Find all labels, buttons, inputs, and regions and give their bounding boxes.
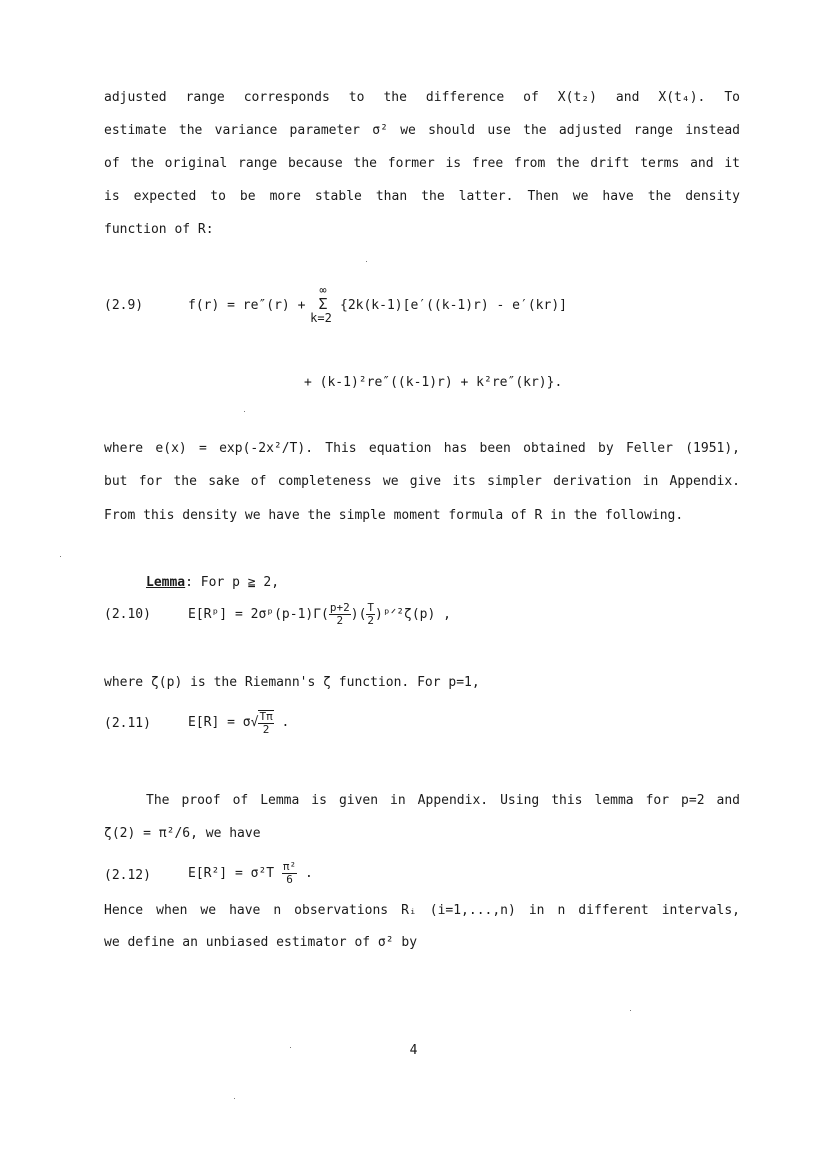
paragraph-4-line-2: we define an unbiased estimator of σ² by bbox=[104, 935, 418, 950]
paragraph-3-line-2: ζ(2) = π²/6, we have bbox=[104, 826, 261, 841]
fraction-1-numerator: p+2 bbox=[329, 601, 350, 615]
scan-speck bbox=[290, 1047, 291, 1048]
sqrt-fraction-numerator: Tπ bbox=[259, 709, 273, 723]
equation-2-10-rhs: )ᵖᐟ²ζ(p) , bbox=[375, 607, 451, 622]
summation-upper-limit: ∞ bbox=[319, 283, 327, 297]
equation-2-10 bbox=[188, 600, 451, 630]
paragraph-1-line-5: function of R: bbox=[104, 222, 214, 237]
equation-2-10-fraction-2 bbox=[366, 602, 375, 626]
page-number: 4 bbox=[409, 1043, 418, 1058]
equation-2-11-label: (2.11) bbox=[104, 716, 151, 731]
fraction-numerator: π² bbox=[282, 860, 297, 874]
equation-2-12-lhs: E[R²] = σ²T bbox=[188, 866, 275, 881]
scan-speck bbox=[60, 556, 61, 557]
paragraph-2-line-1: where e(x) = exp(-2x²/T). This equation has been obtained by Feller (1951), bbox=[104, 441, 740, 456]
paragraph-4-line-1: Hence when we have n observations Rᵢ (i=1,...,n) in n different intervals, bbox=[104, 903, 740, 918]
scan-speck bbox=[366, 261, 367, 262]
paragraph-1-line-2: estimate the variance parameter σ² we should use the adjusted range instead bbox=[104, 123, 740, 138]
fraction-2-denominator: 2 bbox=[367, 614, 375, 627]
sqrt-fraction-denominator: 2 bbox=[262, 722, 270, 736]
lemma-title: Lemma bbox=[146, 575, 186, 590]
equation-2-9-summation bbox=[312, 283, 334, 325]
equation-2-12-end: . bbox=[305, 866, 313, 881]
equation-2-11 bbox=[188, 708, 289, 738]
equation-2-9-continuation: + (k-1)²re″((k-1)r) + k²re″(kr)}. bbox=[304, 375, 563, 390]
lemma-after-text: where ζ(p) is the Riemann's ζ function. For p=1, bbox=[104, 675, 480, 690]
equation-2-11-end: . bbox=[281, 715, 290, 730]
fraction-1-denominator: 2 bbox=[336, 614, 344, 627]
equation-2-12-fraction bbox=[282, 861, 297, 885]
paragraph-1-line-1: adjusted range corresponds to the difference of X(t₂) and X(t₄). To bbox=[104, 90, 740, 105]
equation-2-12 bbox=[188, 858, 313, 890]
equation-2-10-middle: )( bbox=[350, 607, 367, 622]
equation-2-9-rhs: {2k(k-1)[e′((k-1)r) - e′(kr)] bbox=[340, 298, 567, 313]
equation-2-12-label: (2.12) bbox=[104, 868, 151, 883]
summation-sign: Σ bbox=[318, 295, 328, 313]
lemma-heading bbox=[146, 575, 279, 590]
equation-2-10-fraction-1 bbox=[329, 602, 351, 626]
scan-speck bbox=[234, 1098, 235, 1099]
summation-lower-limit: k=2 bbox=[310, 311, 332, 325]
paragraph-2-line-2: but for the sake of completeness we give its simpler derivation in Appendix. bbox=[104, 474, 740, 489]
paragraph-1-line-4: is expected to be more stable than the latter. Then we have the density bbox=[104, 189, 740, 204]
equation-2-10-label: (2.10) bbox=[104, 607, 151, 622]
scan-speck bbox=[244, 411, 245, 412]
equation-2-9-label: (2.9) bbox=[104, 298, 144, 313]
paragraph-1-line-3: of the original range because the former is free from the drift terms and it bbox=[104, 156, 740, 171]
fraction-denominator: 6 bbox=[286, 873, 293, 886]
fraction-2-numerator: T bbox=[367, 601, 375, 615]
scan-speck bbox=[630, 1010, 631, 1011]
equation-2-11-lhs: E[R] = σ√ bbox=[188, 715, 259, 730]
paragraph-3-line-1: The proof of Lemma is given in Appendix. Using this lemma for p=2 and bbox=[146, 793, 740, 808]
paragraph-2-line-3: From this density we have the simple moment formula of R in the following. bbox=[104, 508, 684, 523]
lemma-intro: : For p ≧ 2, bbox=[185, 575, 280, 590]
equation-2-9-lhs: f(r) = re″(r) + bbox=[188, 298, 306, 313]
equation-2-10-lhs: E[Rᵖ] = 2σᵖ(p-1)Γ( bbox=[188, 607, 329, 622]
equation-2-11-sqrt-fraction bbox=[258, 710, 273, 735]
